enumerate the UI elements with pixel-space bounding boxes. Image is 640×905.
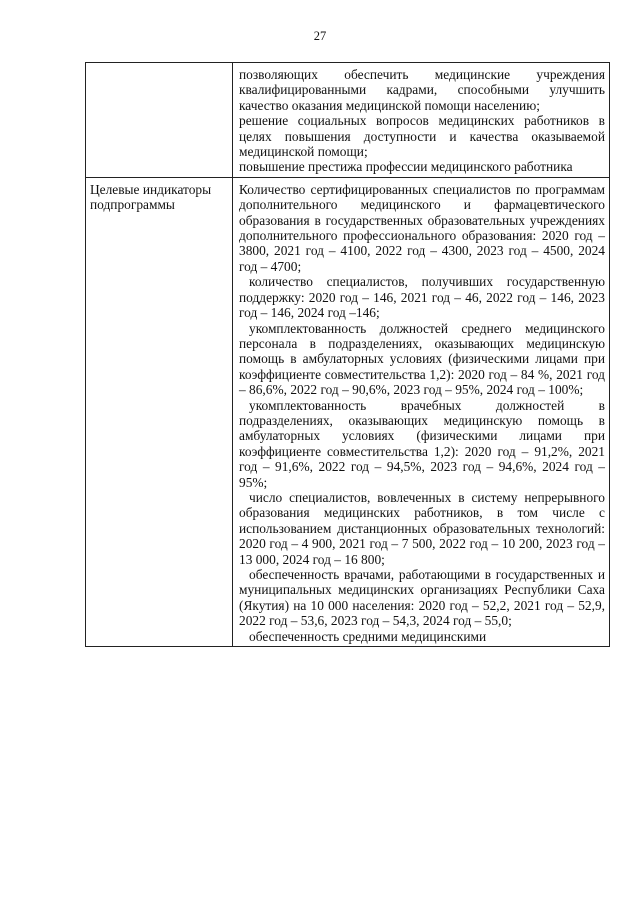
paragraph: количество специалистов, получивших государственную поддержку: 2020 год – 146, 2021 год – 46, 2022 год – 146, 2023 год – 146, 2024 год –146; bbox=[239, 274, 605, 321]
paragraph: Количество сертифицированных специалистов по программам дополнительного медицинского и фармацевтического образования в государственных образовательных учреждениях дополнительного профессионального образования: 2020 год – 3800, 2021 год – 4100, 2022 год – 4300, 2023 год – 4500, 2024 год – 4700; bbox=[239, 181, 605, 274]
table-cell-content bbox=[233, 63, 610, 178]
paragraph: повышение престижа профессии медицинского работника bbox=[239, 159, 573, 175]
table-cell-label-empty bbox=[86, 63, 233, 178]
paragraph: решение социальных вопросов медицинских работников в целях повышения доступности и качества оказываемой медицинской помощи; bbox=[239, 113, 605, 160]
paragraph: позволяющих обеспечить медицинские учреждения квалифицированными кадрами, способными улучшить качество оказания медицинской помощи населению; bbox=[239, 67, 605, 113]
page-number: 27 bbox=[313, 29, 327, 43]
row-label: Целевые индикаторы подпрограммы bbox=[90, 181, 212, 213]
paragraph: обеспеченность врачами, работающими в государственных и муниципальных медицинских организациях Республики Саха (Якутия) на 10 000 населения: 2020 год – 52,2, 2021 год – 52,9, 2022 год – 53,6, 2023 год – 54,3, 2024 год – 55,0; bbox=[239, 567, 605, 629]
table-cell-label bbox=[86, 177, 233, 646]
paragraph: укомплектованность врачебных должностей в подразделениях, оказывающих медицинскую помощь в амбулаторных условиях (физическими лицами при коэффициенте совместительства 1,2): 2020 год – 91,2%, 2021 год – 91,6%, 2022 год – 94,5%, 2023 год – 94,6%, 2024 год – 95%; bbox=[239, 397, 605, 490]
paragraph: число специалистов, вовлеченных в систему непрерывного образования медицинских работников, в том числе с использованием дистанционных образовательных технологий: 2020 год – 4 900, 2021 год – 7 500, 2022 год – 10 200, 2023 год – 13 000, 2024 год – 16 800; bbox=[239, 489, 605, 567]
paragraph: обеспеченность средними медицинскими bbox=[249, 628, 487, 644]
row-label bbox=[86, 63, 232, 65]
table-row-target-indicators bbox=[86, 177, 610, 646]
table-cell-content bbox=[233, 177, 610, 646]
paragraph: укомплектованность должностей среднего медицинского персонала в подразделениях, оказывающих медицинскую помощь в амбулаторных условиях (физическими лицами при коэффициенте совместительства 1,2): 2020 год – 84 %, 2021 год – 86,6%, 2022 год – 90,6%, 2023 год – 95%, 2024 год – 100%; bbox=[239, 320, 605, 398]
subprogram-passport-table bbox=[85, 62, 610, 647]
table-row-goals-continuation bbox=[86, 63, 610, 178]
